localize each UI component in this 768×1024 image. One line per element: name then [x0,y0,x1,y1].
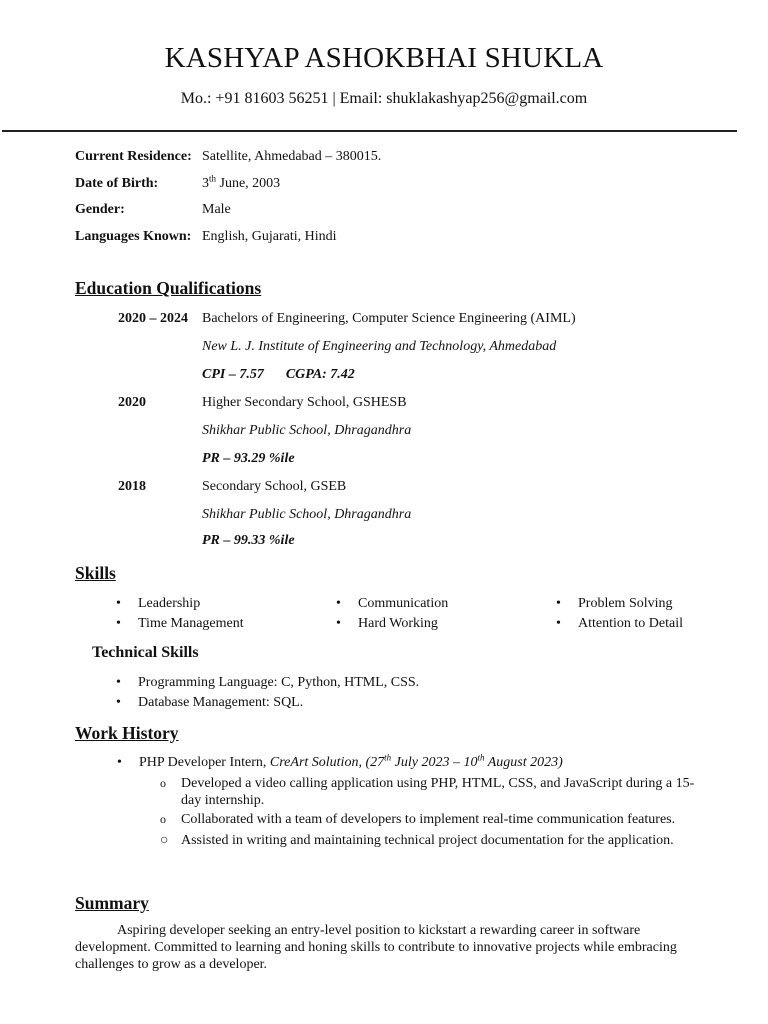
gender-value: Male [202,202,231,217]
contact-line: Mo.: +91 81603 56251 | Email: shuklakashyap256@gmail.com [180,90,588,107]
work-point [160,811,700,828]
work-point-text: Assisted in writing and maintaining technical project documentation for the application. [181,833,674,848]
edu-institute-2: Shikhar Public School, Dhragandhra [202,423,412,438]
edu-score-2: PR – 93.29 %ile [202,451,295,466]
bullet-icon: • [336,616,341,631]
edu-year-2: 2020 [118,395,146,410]
technical-skills-heading: Technical Skills [92,644,199,661]
skill-item [556,596,673,612]
bullet-icon: • [116,675,121,690]
languages-value: English, Gujarati, Hindi [202,229,337,244]
bullet-icon: • [117,755,122,770]
residence-value: Satellite, Ahmedabad – 380015. [202,149,382,164]
dob-rest: June, 2003 [216,176,281,191]
bullet-icon: • [116,616,121,631]
candidate-name: KASHYAP ASHOKBHAI SHUKLA [164,42,604,74]
skill-label: Leadership [138,596,201,611]
residence-label: Current Residence: [75,149,192,164]
edu-degree-3: Secondary School, GSEB [202,479,347,494]
bullet-icon: • [116,695,121,710]
hollow-circle-icon: ○ [160,833,169,848]
bullet-icon: • [556,596,561,611]
languages-label: Languages Known: [75,229,192,244]
skill-label: Time Management [138,616,244,631]
skill-item [336,596,448,612]
work-point-text: Developed a video calling application using PHP, HTML, CSS, and JavaScript during a 15-day internship. [181,776,695,808]
technical-skill-label: Database Management: SQL. [138,695,304,710]
header-divider [2,130,737,132]
edu-degree-1: Bachelors of Engineering, Computer Science Engineering (AIML) [202,311,576,326]
work-dates-mid: July 2023 – 10 [391,755,478,770]
work-company [269,752,563,770]
work-company-name: CreArt Solution, (27 [269,755,385,770]
dob-day: 3 [202,176,209,191]
work-end-sup: th [477,752,485,763]
skill-item [556,616,683,632]
bullet-icon: • [336,596,341,611]
bullet-icon: • [556,616,561,631]
bullet-icon: • [116,596,121,611]
hollow-circle-icon: o [160,776,166,790]
edu-cgpa: CGPA: 7.42 [285,367,355,382]
edu-institute-1: New L. J. Institute of Engineering and Technology, Ahmedabad [202,339,557,354]
edu-year-3: 2018 [118,479,146,494]
work-history-heading: Work History [75,723,179,743]
skill-item [116,616,244,632]
skill-label: Problem Solving [578,596,673,611]
gender-label: Gender: [75,202,125,217]
work-dates-end: August 2023) [484,755,563,770]
dob-sup: th [209,173,217,184]
edu-institute-3: Shikhar Public School, Dhragandhra [202,507,412,522]
edu-cpi: CPI – 7.57 [202,367,264,382]
skill-item [336,616,438,632]
summary-heading: Summary [75,893,149,913]
edu-degree-2: Higher Secondary School, GSHESB [202,395,407,410]
work-point [160,775,700,809]
hollow-circle-icon: o [160,812,166,826]
dob-label: Date of Birth: [75,176,159,191]
technical-skill-item [116,695,303,711]
skill-item [116,596,200,612]
skill-label: Communication [358,596,449,611]
technical-skill-item [116,675,419,691]
skill-label: Attention to Detail [578,616,683,631]
education-heading: Education Qualifications [75,278,262,298]
work-role [117,752,563,771]
edu-score-3: PR – 99.33 %ile [202,533,295,548]
work-role-title: PHP Developer Intern, [139,755,270,770]
work-point-text: Collaborated with a team of developers to implement real-time communication features. [181,812,676,827]
summary-text: Aspiring developer seeking an entry-level position to kickstart a rewarding career in software development. Committed to learning and honing skills to contribute to innovative projects while embracing challenges to grow as a developer. [75,923,677,972]
edu-score-1 [202,367,355,383]
skill-label: Hard Working [358,616,438,631]
work-start-sup: th [384,752,392,763]
technical-skill-label: Programming Language: C, Python, HTML, CSS. [138,675,420,690]
work-point [160,832,700,849]
edu-year-1: 2020 – 2024 [118,311,188,326]
dob-value [202,173,281,192]
skills-heading: Skills [75,563,116,583]
